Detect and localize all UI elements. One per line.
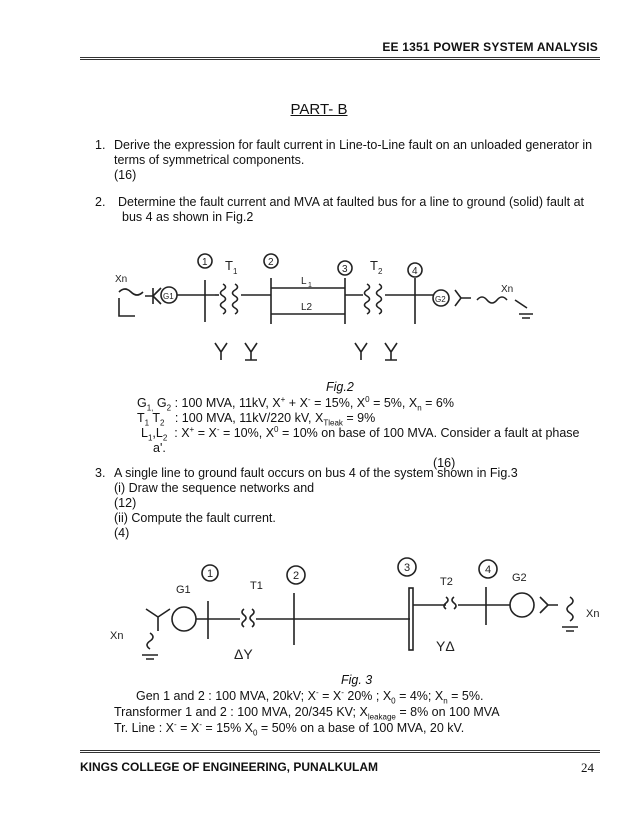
- generator-g2-circle: [510, 593, 534, 617]
- transformer-t2-coil-b: [452, 597, 456, 609]
- question-marks: (16): [433, 456, 456, 470]
- header-divider-secondary: [80, 59, 600, 60]
- star-symbol-right: [455, 290, 471, 306]
- figure-2-caption: Fig.2: [326, 380, 354, 394]
- header-course-title: EE 1351 POWER SYSTEM ANALYSIS: [382, 40, 598, 54]
- question-text-line: Derive the expression for fault current in Line-to-Line fault on an unloaded generator in: [114, 138, 593, 152]
- question-subpart: (i) Draw the sequence networks and: [114, 481, 315, 495]
- t1-label: T: [225, 258, 233, 273]
- question-3: [95, 466, 605, 541]
- transformer-t1-coil-b: [233, 284, 238, 314]
- question-number: 3.: [95, 466, 106, 480]
- question-number: 1.: [95, 138, 106, 152]
- fig2-spec-lines-cont: a'.: [153, 441, 166, 455]
- transformer-t2-coil-a: [444, 597, 448, 609]
- question-marks: (4): [114, 526, 130, 540]
- g1-label: G1: [163, 292, 174, 301]
- question-number: 2.: [95, 195, 106, 209]
- part-title: PART- B: [290, 101, 348, 118]
- bus-4-label: 4: [485, 564, 492, 576]
- figure-3-caption: Fig. 3: [341, 673, 373, 687]
- question-text-line: terms of symmetrical components.: [114, 153, 305, 167]
- g1-label: G1: [176, 584, 191, 596]
- t2-label: T: [370, 258, 378, 273]
- footer-divider-secondary: [80, 752, 600, 753]
- page-number: 24: [581, 760, 594, 775]
- yd-connection-label: YΔ: [436, 638, 455, 654]
- bus-1-label: 1: [207, 568, 214, 580]
- t1-sub-label: 1: [233, 267, 238, 276]
- bus-2-label: 2: [293, 570, 300, 582]
- transformer-t1-coil-a: [221, 284, 226, 314]
- star-symbol-right: [540, 597, 558, 613]
- bus-4-label: 4: [412, 266, 418, 277]
- star-symbol-left: [145, 288, 161, 304]
- figure-2-diagram: [105, 248, 565, 368]
- l2-label: L2: [301, 302, 313, 313]
- question-text-line: bus 4 as shown in Fig.2: [122, 210, 254, 224]
- bus-3-label: 3: [342, 264, 348, 275]
- bus-1-label: 1: [202, 257, 208, 268]
- t2-label: T2: [440, 576, 453, 588]
- star-symbol-left: [146, 609, 170, 631]
- neutral-reactor-right: [567, 597, 573, 621]
- question-subpart: (ii) Compute the fault current.: [114, 511, 276, 525]
- fig2-spec-lines: $L_1,L_2$ : X+ = X- = 10%, $X^0 = 10\%$ on base of 100 MVA. Consider a fault at phase: [141, 424, 580, 443]
- header-divider: [80, 57, 600, 58]
- neutral-reactor-left: [147, 633, 153, 649]
- fig3-spec-transformers: Transformer 1 and 2 : 100 MVA, 20/345 KV; $X_{leakage} = 8\%$ on 100 MVA: [114, 705, 500, 722]
- neutral-reactor-right: [477, 297, 507, 303]
- question-text-line: A single line to ground fault occurs on bus 4 of the system shown in Fig.3: [114, 466, 518, 480]
- xn-left-label: Xn: [115, 274, 128, 285]
- l1-sub-label: 1: [308, 282, 312, 289]
- generator-g1-circle: [172, 607, 196, 631]
- question-1: [95, 138, 605, 183]
- bus-3-label: 3: [404, 562, 411, 574]
- transformer-t1-coil-a: [242, 609, 246, 627]
- xn-right-label: Xn: [501, 284, 514, 295]
- footer-divider: [80, 750, 600, 751]
- question-marks: (12): [114, 496, 137, 510]
- fig3-spec-generators: Gen 1 and 2 : 100 MVA, 20kV; X- = X- 20% ; $X_0 = 4\%$; $X_n = 5\%$.: [136, 687, 484, 706]
- transformer-t2-coil-a: [365, 284, 370, 314]
- bus-3: [409, 588, 413, 650]
- xn-left-label: Xn: [110, 630, 124, 642]
- fig3-spec-line: Tr. Line : X- = X- = 15% $X_0 = 50\%$ on a base of 100 MVA, 20 kV.: [114, 719, 465, 738]
- t1-label: T1: [250, 580, 263, 592]
- question-text-line: Determine the fault current and MVA at faulted bus for a line to ground (solid) fault at: [118, 195, 584, 209]
- g2-label: G2: [512, 572, 527, 584]
- figure-3-diagram: [110, 553, 620, 668]
- l1-label: L: [301, 276, 307, 287]
- fig2-spec-transformers: $T_1$ $T_2$ : 100 MVA, 11kV/220 kV, $X_{Tleak} = 9\%$: [137, 411, 376, 428]
- question-2: [95, 195, 605, 225]
- fig2-spec-generators: $G_{1,}$ $G_2$ : 100 MVA, 11kV, X+ + X- = 15%, $X^0 = 5\%$, $X_n = 6\%$: [137, 394, 454, 413]
- neutral-reactor-left: [119, 289, 143, 295]
- g2-label: G2: [435, 295, 446, 304]
- question-marks: (16): [114, 168, 137, 182]
- footer-college-name: KINGS COLLEGE OF ENGINEERING, PUNALKULAM: [80, 760, 379, 774]
- transformer-t2-coil-b: [377, 284, 382, 314]
- xn-right-label: Xn: [586, 608, 600, 620]
- dy-connection-label: ΔY: [234, 646, 253, 662]
- transformer-t1-coil-b: [250, 609, 254, 627]
- bus-2-label: 2: [268, 257, 274, 268]
- t2-sub-label: 2: [378, 267, 383, 276]
